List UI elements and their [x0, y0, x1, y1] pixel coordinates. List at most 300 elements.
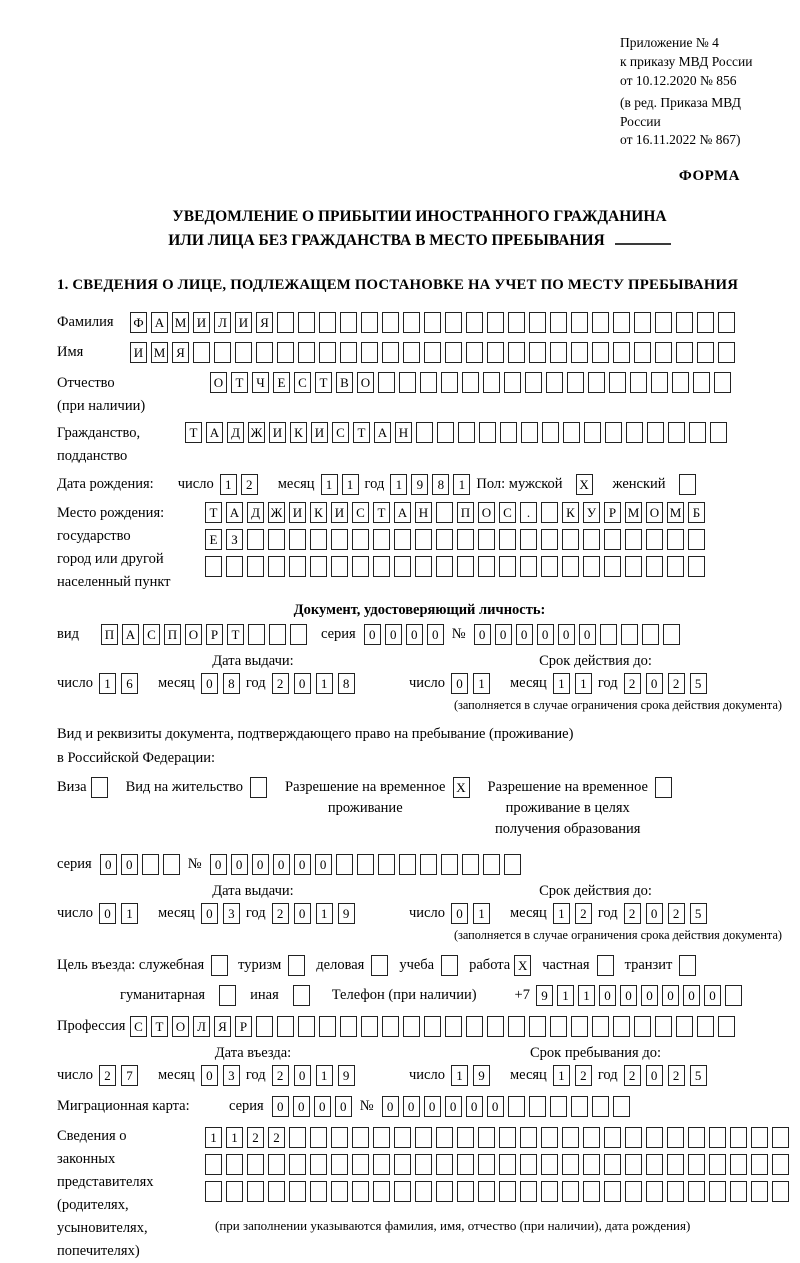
char-cell[interactable] — [277, 312, 294, 333]
char-cell[interactable] — [445, 312, 462, 333]
char-cell[interactable]: 2 — [247, 1127, 264, 1148]
checkbox-temp-residence[interactable]: X — [453, 777, 470, 798]
char-cell[interactable] — [550, 312, 567, 333]
char-cell[interactable]: 0 — [121, 854, 138, 875]
char-cell[interactable] — [352, 1154, 369, 1175]
char-cell[interactable]: Т — [315, 372, 332, 393]
char-cell[interactable] — [642, 624, 659, 645]
char-cell[interactable] — [373, 1154, 390, 1175]
char-cell[interactable] — [688, 1127, 705, 1148]
char-cell[interactable] — [382, 312, 399, 333]
char-cell[interactable]: 8 — [223, 673, 240, 694]
char-cell[interactable]: О — [357, 372, 374, 393]
char-cell[interactable] — [457, 1127, 474, 1148]
char-cell[interactable] — [340, 342, 357, 363]
char-cell[interactable] — [625, 1127, 642, 1148]
char-cell[interactable]: О — [210, 372, 227, 393]
char-cell[interactable] — [331, 1181, 348, 1202]
char-cell[interactable] — [457, 529, 474, 550]
char-cell[interactable] — [352, 529, 369, 550]
char-cell[interactable]: 0 — [273, 854, 290, 875]
char-cell[interactable] — [583, 1127, 600, 1148]
char-cell[interactable] — [436, 1154, 453, 1175]
char-cell[interactable]: 0 — [427, 624, 444, 645]
char-cell[interactable] — [436, 556, 453, 577]
char-cell[interactable]: 0 — [451, 673, 468, 694]
char-cell[interactable] — [331, 556, 348, 577]
char-cell[interactable] — [588, 372, 605, 393]
char-cell[interactable] — [504, 372, 521, 393]
char-cell[interactable]: 1 — [553, 673, 570, 694]
char-cell[interactable] — [730, 1181, 747, 1202]
char-cell[interactable] — [688, 1154, 705, 1175]
char-cell[interactable] — [361, 342, 378, 363]
char-cell[interactable] — [709, 1127, 726, 1148]
char-cell[interactable] — [697, 342, 714, 363]
char-cell[interactable]: Т — [185, 422, 202, 443]
char-cell[interactable]: Н — [395, 422, 412, 443]
char-cell[interactable] — [604, 1181, 621, 1202]
char-cell[interactable] — [562, 1127, 579, 1148]
char-cell[interactable] — [751, 1154, 768, 1175]
checkbox-business[interactable] — [371, 955, 388, 976]
char-cell[interactable] — [424, 1016, 441, 1037]
char-cell[interactable]: 0 — [385, 624, 402, 645]
char-cell[interactable]: У — [583, 502, 600, 523]
char-cell[interactable] — [340, 312, 357, 333]
char-cell[interactable] — [625, 556, 642, 577]
char-cell[interactable] — [562, 1154, 579, 1175]
char-cell[interactable] — [415, 529, 432, 550]
char-cell[interactable]: 1 — [453, 474, 470, 495]
char-cell[interactable] — [542, 422, 559, 443]
char-cell[interactable] — [478, 529, 495, 550]
char-cell[interactable] — [290, 624, 307, 645]
char-cell[interactable] — [609, 372, 626, 393]
char-cell[interactable] — [605, 422, 622, 443]
char-cell[interactable] — [457, 1154, 474, 1175]
char-cell[interactable] — [310, 529, 327, 550]
char-cell[interactable] — [424, 312, 441, 333]
char-cell[interactable] — [382, 1016, 399, 1037]
char-cell[interactable] — [600, 624, 617, 645]
char-cell[interactable] — [592, 1016, 609, 1037]
char-cell[interactable]: О — [185, 624, 202, 645]
char-cell[interactable] — [336, 854, 353, 875]
char-cell[interactable]: Д — [247, 502, 264, 523]
char-cell[interactable]: 5 — [690, 673, 707, 694]
char-cell[interactable] — [583, 1181, 600, 1202]
char-cell[interactable]: И — [331, 502, 348, 523]
char-cell[interactable] — [529, 1016, 546, 1037]
char-cell[interactable]: 5 — [690, 1065, 707, 1086]
char-cell[interactable] — [634, 1016, 651, 1037]
char-cell[interactable]: Ч — [252, 372, 269, 393]
char-cell[interactable] — [604, 1127, 621, 1148]
char-cell[interactable]: А — [206, 422, 223, 443]
char-cell[interactable] — [529, 342, 546, 363]
char-cell[interactable]: 0 — [315, 854, 332, 875]
char-cell[interactable] — [751, 1181, 768, 1202]
char-cell[interactable] — [668, 422, 685, 443]
char-cell[interactable] — [483, 854, 500, 875]
char-cell[interactable] — [298, 342, 315, 363]
char-cell[interactable]: К — [290, 422, 307, 443]
char-cell[interactable] — [718, 1016, 735, 1037]
char-cell[interactable] — [571, 312, 588, 333]
char-cell[interactable] — [646, 1154, 663, 1175]
char-cell[interactable] — [562, 529, 579, 550]
char-cell[interactable]: 0 — [537, 624, 554, 645]
char-cell[interactable] — [630, 372, 647, 393]
char-cell[interactable]: 2 — [575, 1065, 592, 1086]
char-cell[interactable] — [415, 556, 432, 577]
char-cell[interactable] — [247, 529, 264, 550]
char-cell[interactable]: 0 — [683, 985, 700, 1006]
char-cell[interactable] — [441, 372, 458, 393]
char-cell[interactable]: С — [130, 1016, 147, 1037]
char-cell[interactable]: В — [336, 372, 353, 393]
char-cell[interactable]: 1 — [557, 985, 574, 1006]
char-cell[interactable]: 2 — [272, 1065, 289, 1086]
char-cell[interactable]: Н — [415, 502, 432, 523]
checkbox-work[interactable]: X — [514, 955, 531, 976]
char-cell[interactable] — [256, 1016, 273, 1037]
char-cell[interactable]: И — [193, 312, 210, 333]
char-cell[interactable] — [646, 1181, 663, 1202]
checkbox-other[interactable] — [293, 985, 310, 1006]
char-cell[interactable]: 0 — [231, 854, 248, 875]
char-cell[interactable] — [634, 342, 651, 363]
char-cell[interactable]: Д — [227, 422, 244, 443]
checkbox-residence-permit[interactable] — [250, 777, 267, 798]
char-cell[interactable]: К — [310, 502, 327, 523]
char-cell[interactable]: 0 — [487, 1096, 504, 1117]
char-cell[interactable] — [483, 372, 500, 393]
char-cell[interactable]: Т — [227, 624, 244, 645]
char-cell[interactable] — [718, 312, 735, 333]
char-cell[interactable]: 0 — [294, 903, 311, 924]
char-cell[interactable] — [500, 422, 517, 443]
char-cell[interactable] — [424, 342, 441, 363]
char-cell[interactable]: 0 — [424, 1096, 441, 1117]
char-cell[interactable]: Р — [604, 502, 621, 523]
char-cell[interactable]: 0 — [641, 985, 658, 1006]
char-cell[interactable] — [592, 312, 609, 333]
char-cell[interactable] — [520, 1181, 537, 1202]
char-cell[interactable] — [508, 1096, 525, 1117]
char-cell[interactable]: 0 — [579, 624, 596, 645]
char-cell[interactable]: Ф — [130, 312, 147, 333]
char-cell[interactable] — [672, 372, 689, 393]
char-cell[interactable] — [247, 1154, 264, 1175]
char-cell[interactable] — [205, 1154, 222, 1175]
char-cell[interactable] — [613, 312, 630, 333]
char-cell[interactable] — [193, 342, 210, 363]
char-cell[interactable]: Б — [688, 502, 705, 523]
char-cell[interactable]: А — [226, 502, 243, 523]
char-cell[interactable] — [508, 342, 525, 363]
char-cell[interactable] — [205, 1181, 222, 1202]
char-cell[interactable] — [487, 1016, 504, 1037]
char-cell[interactable]: 1 — [205, 1127, 222, 1148]
char-cell[interactable]: И — [289, 502, 306, 523]
char-cell[interactable] — [403, 312, 420, 333]
char-cell[interactable] — [625, 1154, 642, 1175]
char-cell[interactable] — [550, 1016, 567, 1037]
char-cell[interactable] — [478, 1181, 495, 1202]
char-cell[interactable]: 6 — [121, 673, 138, 694]
char-cell[interactable] — [478, 556, 495, 577]
char-cell[interactable] — [436, 529, 453, 550]
char-cell[interactable]: 2 — [624, 1065, 641, 1086]
char-cell[interactable]: 0 — [314, 1096, 331, 1117]
char-cell[interactable]: 2 — [272, 903, 289, 924]
char-cell[interactable]: 1 — [473, 673, 490, 694]
char-cell[interactable] — [226, 1181, 243, 1202]
char-cell[interactable]: И — [311, 422, 328, 443]
char-cell[interactable]: 2 — [272, 673, 289, 694]
char-cell[interactable] — [604, 556, 621, 577]
char-cell[interactable] — [310, 556, 327, 577]
char-cell[interactable]: 0 — [662, 985, 679, 1006]
char-cell[interactable]: 1 — [451, 1065, 468, 1086]
char-cell[interactable]: 0 — [646, 1065, 663, 1086]
char-cell[interactable] — [508, 1016, 525, 1037]
char-cell[interactable] — [688, 1181, 705, 1202]
char-cell[interactable]: 8 — [432, 474, 449, 495]
char-cell[interactable] — [592, 1096, 609, 1117]
char-cell[interactable]: С — [143, 624, 160, 645]
char-cell[interactable] — [499, 529, 516, 550]
char-cell[interactable]: 1 — [226, 1127, 243, 1148]
char-cell[interactable]: 0 — [646, 903, 663, 924]
char-cell[interactable]: Е — [205, 529, 222, 550]
char-cell[interactable] — [436, 1181, 453, 1202]
char-cell[interactable]: Т — [231, 372, 248, 393]
char-cell[interactable]: Т — [353, 422, 370, 443]
char-cell[interactable]: С — [294, 372, 311, 393]
char-cell[interactable] — [403, 342, 420, 363]
char-cell[interactable] — [626, 422, 643, 443]
char-cell[interactable]: 0 — [466, 1096, 483, 1117]
char-cell[interactable] — [331, 529, 348, 550]
char-cell[interactable] — [646, 1127, 663, 1148]
char-cell[interactable] — [693, 372, 710, 393]
char-cell[interactable]: 0 — [252, 854, 269, 875]
char-cell[interactable] — [613, 342, 630, 363]
char-cell[interactable] — [394, 1127, 411, 1148]
char-cell[interactable]: О — [646, 502, 663, 523]
char-cell[interactable] — [478, 1127, 495, 1148]
char-cell[interactable] — [357, 854, 374, 875]
checkbox-male[interactable]: X — [576, 474, 593, 495]
char-cell[interactable] — [710, 422, 727, 443]
char-cell[interactable] — [499, 1181, 516, 1202]
char-cell[interactable] — [378, 372, 395, 393]
char-cell[interactable]: 0 — [558, 624, 575, 645]
char-cell[interactable] — [268, 556, 285, 577]
char-cell[interactable]: П — [101, 624, 118, 645]
char-cell[interactable]: 0 — [646, 673, 663, 694]
char-cell[interactable]: 1 — [316, 673, 333, 694]
char-cell[interactable] — [403, 1016, 420, 1037]
char-cell[interactable] — [394, 556, 411, 577]
char-cell[interactable] — [310, 1127, 327, 1148]
char-cell[interactable] — [550, 342, 567, 363]
char-cell[interactable] — [319, 1016, 336, 1037]
char-cell[interactable]: 1 — [473, 903, 490, 924]
char-cell[interactable]: 1 — [342, 474, 359, 495]
char-cell[interactable] — [613, 1016, 630, 1037]
char-cell[interactable]: 2 — [99, 1065, 116, 1086]
char-cell[interactable] — [541, 502, 558, 523]
char-cell[interactable]: П — [457, 502, 474, 523]
char-cell[interactable] — [655, 1016, 672, 1037]
char-cell[interactable]: 0 — [474, 624, 491, 645]
char-cell[interactable] — [709, 1154, 726, 1175]
char-cell[interactable]: И — [130, 342, 147, 363]
char-cell[interactable]: С — [499, 502, 516, 523]
char-cell[interactable] — [289, 556, 306, 577]
char-cell[interactable]: К — [562, 502, 579, 523]
char-cell[interactable] — [373, 556, 390, 577]
char-cell[interactable] — [466, 342, 483, 363]
checkbox-temp-residence-edu[interactable] — [655, 777, 672, 798]
char-cell[interactable] — [399, 854, 416, 875]
char-cell[interactable]: О — [478, 502, 495, 523]
char-cell[interactable] — [269, 624, 286, 645]
char-cell[interactable] — [571, 1096, 588, 1117]
char-cell[interactable]: А — [151, 312, 168, 333]
char-cell[interactable]: 1 — [553, 1065, 570, 1086]
char-cell[interactable] — [436, 502, 453, 523]
char-cell[interactable]: . — [520, 502, 537, 523]
char-cell[interactable] — [772, 1127, 789, 1148]
char-cell[interactable] — [289, 1127, 306, 1148]
char-cell[interactable] — [248, 624, 265, 645]
char-cell[interactable]: 8 — [338, 673, 355, 694]
checkbox-humanitarian[interactable] — [219, 985, 236, 1006]
char-cell[interactable] — [352, 556, 369, 577]
char-cell[interactable] — [499, 1127, 516, 1148]
char-cell[interactable] — [457, 1181, 474, 1202]
char-cell[interactable] — [373, 1181, 390, 1202]
char-cell[interactable] — [508, 312, 525, 333]
char-cell[interactable]: О — [172, 1016, 189, 1037]
char-cell[interactable] — [751, 1127, 768, 1148]
char-cell[interactable] — [394, 1181, 411, 1202]
char-cell[interactable]: З — [226, 529, 243, 550]
char-cell[interactable] — [331, 1127, 348, 1148]
char-cell[interactable] — [541, 1181, 558, 1202]
char-cell[interactable] — [289, 529, 306, 550]
char-cell[interactable] — [529, 1096, 546, 1117]
char-cell[interactable]: 2 — [241, 474, 258, 495]
char-cell[interactable]: Л — [214, 312, 231, 333]
char-cell[interactable] — [541, 529, 558, 550]
char-cell[interactable] — [310, 1154, 327, 1175]
char-cell[interactable] — [415, 1154, 432, 1175]
char-cell[interactable] — [563, 422, 580, 443]
char-cell[interactable] — [550, 1096, 567, 1117]
char-cell[interactable] — [319, 312, 336, 333]
char-cell[interactable]: 1 — [121, 903, 138, 924]
char-cell[interactable]: 0 — [451, 903, 468, 924]
checkbox-female[interactable] — [679, 474, 696, 495]
char-cell[interactable]: 0 — [495, 624, 512, 645]
char-cell[interactable]: А — [122, 624, 139, 645]
char-cell[interactable]: 2 — [575, 903, 592, 924]
char-cell[interactable]: 3 — [223, 1065, 240, 1086]
char-cell[interactable]: 0 — [599, 985, 616, 1006]
char-cell[interactable]: 0 — [335, 1096, 352, 1117]
char-cell[interactable]: Е — [273, 372, 290, 393]
checkbox-transit[interactable] — [679, 955, 696, 976]
char-cell[interactable] — [361, 312, 378, 333]
char-cell[interactable]: А — [374, 422, 391, 443]
char-cell[interactable] — [394, 1154, 411, 1175]
char-cell[interactable] — [466, 312, 483, 333]
char-cell[interactable] — [714, 372, 731, 393]
char-cell[interactable] — [520, 1154, 537, 1175]
char-cell[interactable] — [457, 556, 474, 577]
char-cell[interactable] — [235, 342, 252, 363]
char-cell[interactable]: Я — [256, 312, 273, 333]
char-cell[interactable]: Ж — [268, 502, 285, 523]
char-cell[interactable] — [268, 529, 285, 550]
char-cell[interactable]: 9 — [338, 903, 355, 924]
checkbox-official[interactable] — [211, 955, 228, 976]
char-cell[interactable]: Т — [205, 502, 222, 523]
char-cell[interactable] — [667, 556, 684, 577]
checkbox-visa[interactable] — [91, 777, 108, 798]
char-cell[interactable]: М — [172, 312, 189, 333]
char-cell[interactable] — [352, 1127, 369, 1148]
char-cell[interactable] — [667, 529, 684, 550]
char-cell[interactable] — [583, 556, 600, 577]
char-cell[interactable] — [667, 1181, 684, 1202]
char-cell[interactable] — [499, 556, 516, 577]
char-cell[interactable] — [520, 1127, 537, 1148]
char-cell[interactable] — [625, 529, 642, 550]
char-cell[interactable] — [667, 1127, 684, 1148]
char-cell[interactable] — [319, 342, 336, 363]
checkbox-tourism[interactable] — [288, 955, 305, 976]
char-cell[interactable] — [487, 342, 504, 363]
char-cell[interactable] — [646, 529, 663, 550]
char-cell[interactable]: П — [164, 624, 181, 645]
char-cell[interactable]: 0 — [364, 624, 381, 645]
char-cell[interactable] — [725, 985, 742, 1006]
char-cell[interactable]: 0 — [704, 985, 721, 1006]
char-cell[interactable]: 9 — [473, 1065, 490, 1086]
char-cell[interactable]: 2 — [668, 903, 685, 924]
char-cell[interactable] — [621, 624, 638, 645]
char-cell[interactable] — [730, 1154, 747, 1175]
char-cell[interactable]: Т — [373, 502, 390, 523]
char-cell[interactable]: 1 — [575, 673, 592, 694]
char-cell[interactable] — [772, 1181, 789, 1202]
char-cell[interactable]: 0 — [272, 1096, 289, 1117]
char-cell[interactable] — [163, 854, 180, 875]
char-cell[interactable] — [499, 1154, 516, 1175]
char-cell[interactable] — [676, 342, 693, 363]
char-cell[interactable] — [655, 342, 672, 363]
char-cell[interactable] — [247, 556, 264, 577]
char-cell[interactable]: 0 — [382, 1096, 399, 1117]
char-cell[interactable] — [521, 422, 538, 443]
